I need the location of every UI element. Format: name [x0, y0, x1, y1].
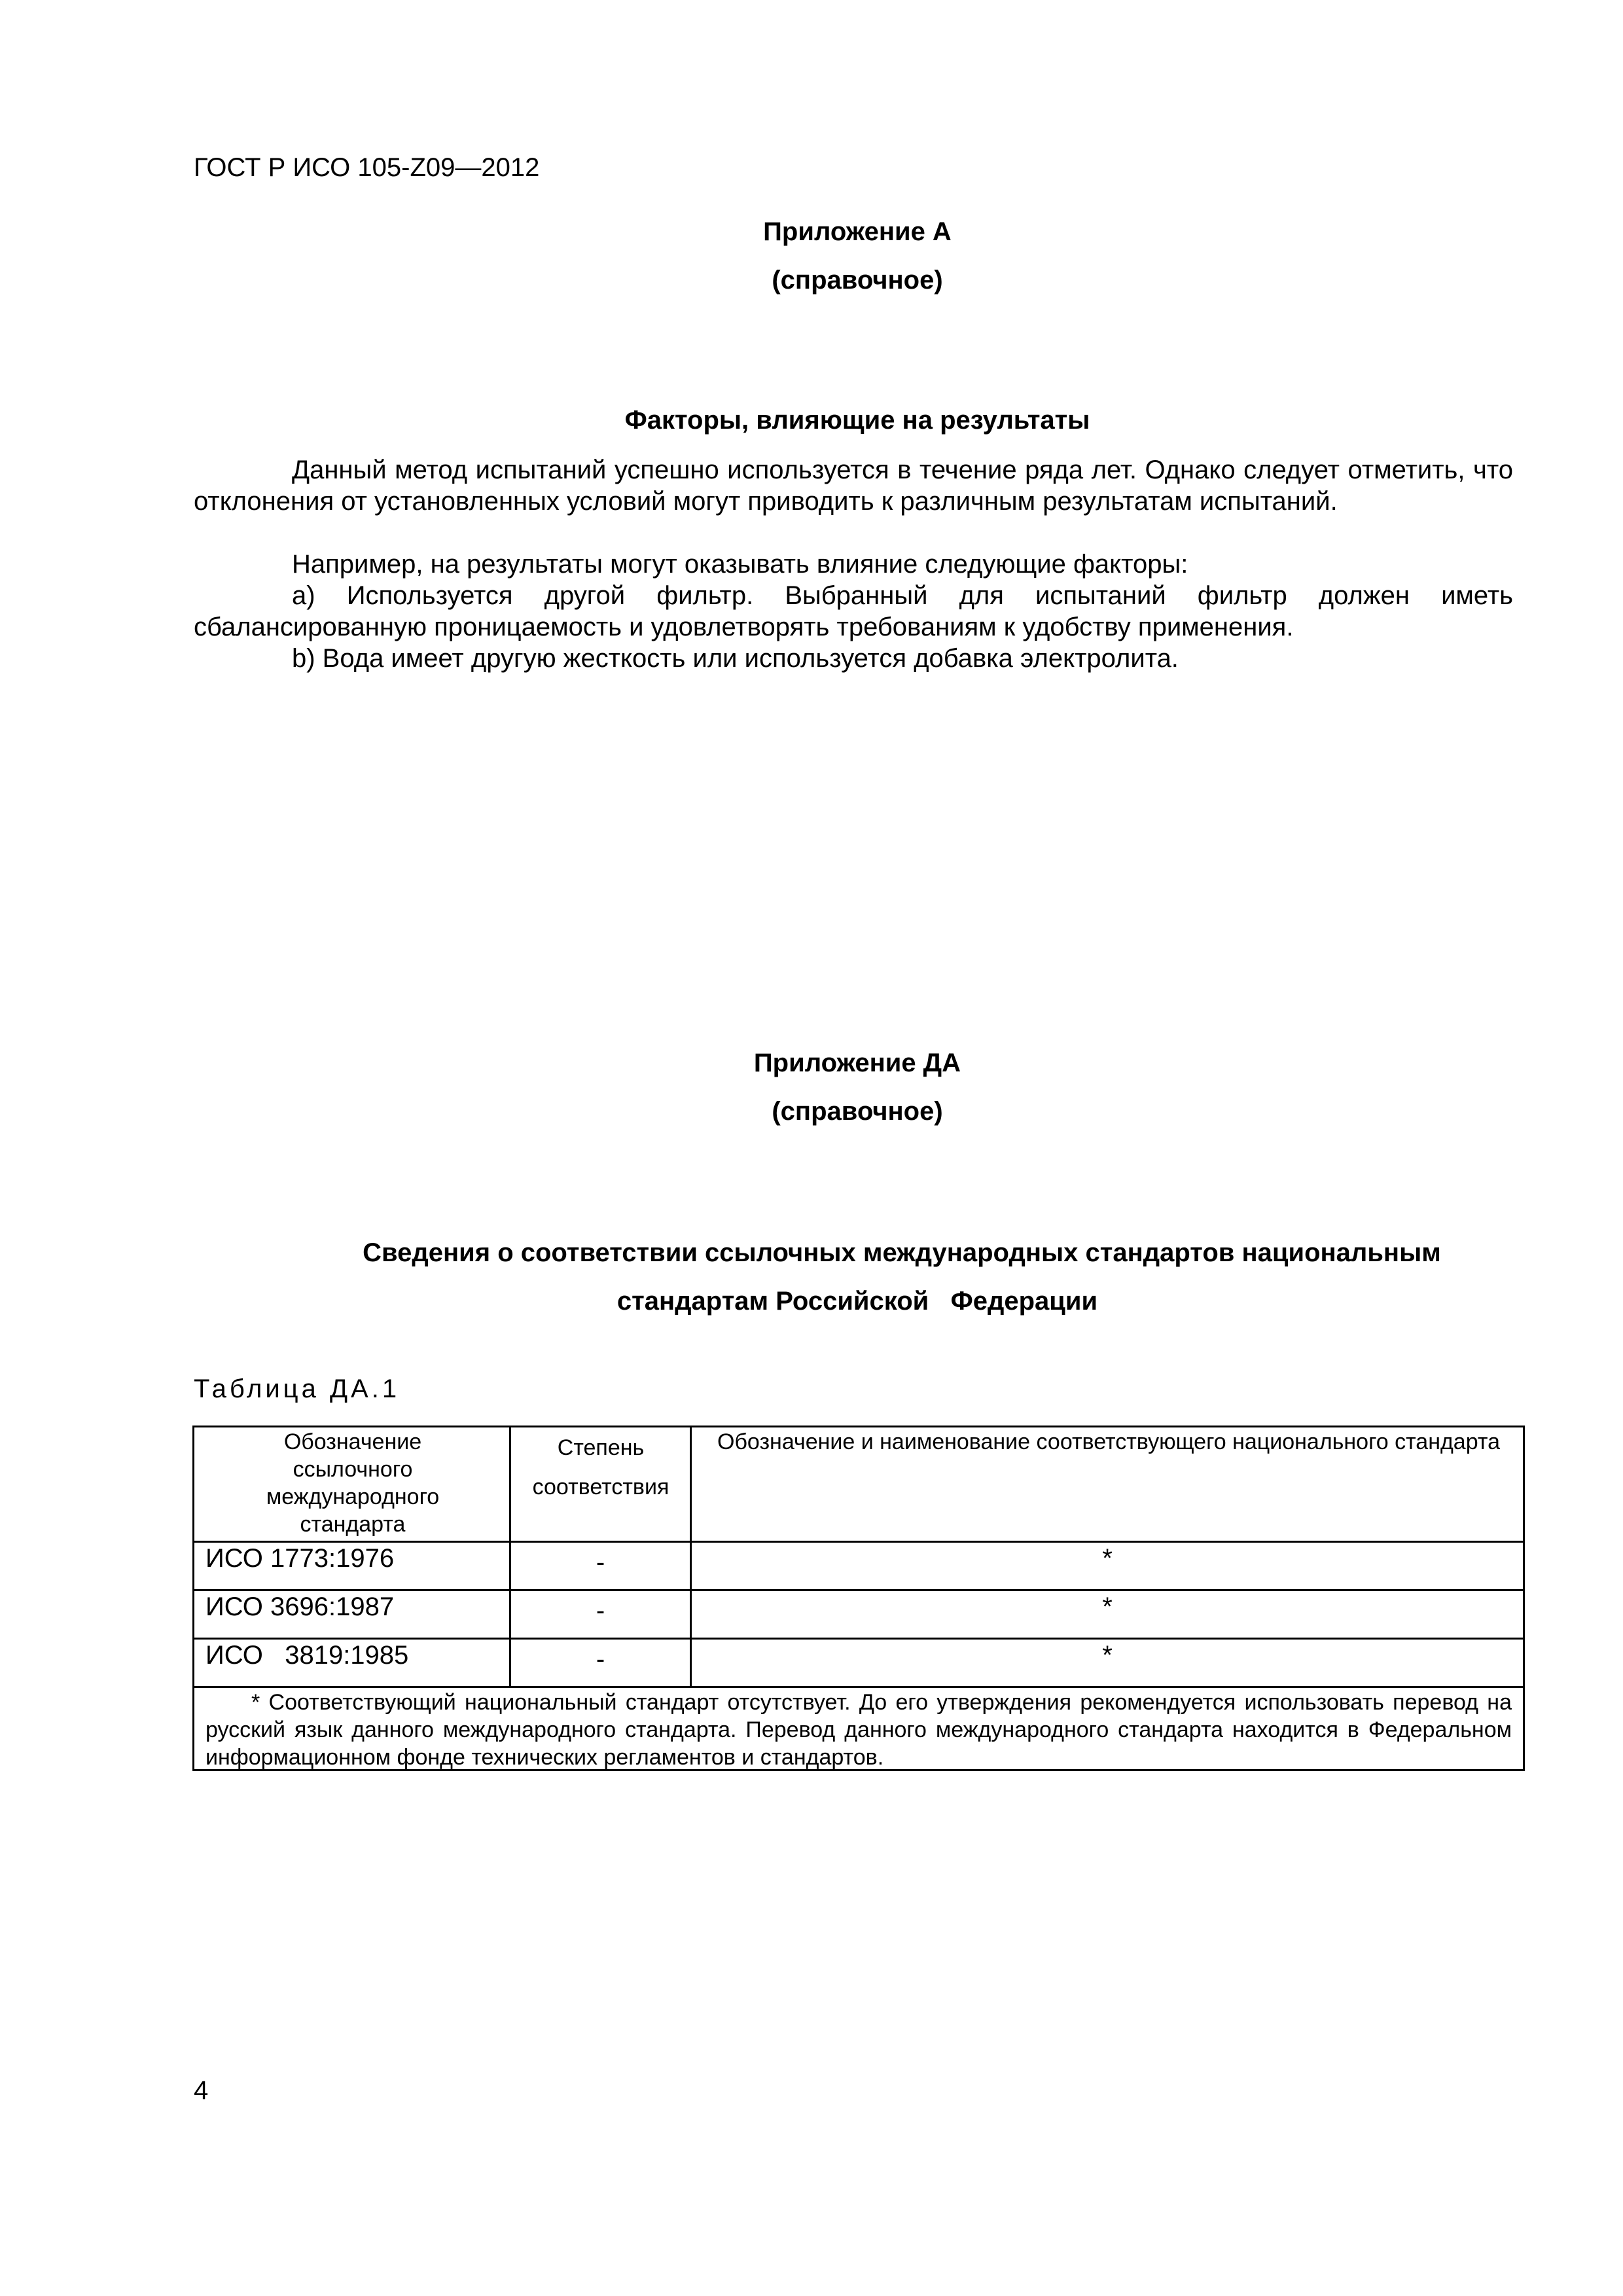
- page-number: 4: [194, 2076, 209, 2105]
- annex-da-subtitle: (справочное): [772, 1097, 943, 1126]
- table-row-divider: [192, 1541, 1525, 1543]
- table-caption: Таблица ДА.1: [194, 1374, 401, 1403]
- correspondence-table: [192, 1426, 1525, 1771]
- table-cell-degree: -: [596, 1645, 605, 1674]
- table-header-national-standard: Обозначение и наименование соответствующего национального стандарта: [717, 1429, 1500, 1454]
- table-border-top: [192, 1426, 1525, 1427]
- annex-da-heading-line-2: стандартам Российской Федерации: [616, 1287, 1098, 1316]
- table-border-left: [192, 1426, 194, 1771]
- table-cell-standard: ИСО 3819:1985: [205, 1641, 409, 1670]
- table-border-right: [1523, 1426, 1525, 1771]
- annex-a-paragraph-1: Данный метод испытаний успешно используется в течение ряда лет. Однако следует отметить, что отклонения от установленных условий могут приводить к различным результатам испытаний.: [194, 456, 1513, 516]
- table-cell-standard: ИСО 3696:1987: [205, 1592, 395, 1621]
- annex-da-heading-line-1: Сведения о соответствии ссылочных международных стандартов национальным: [363, 1238, 1441, 1267]
- annex-a-item-a: a) Используется другой фильтр. Выбранный для испытаний фильтр должен иметь сбалансированную проницаемость и удовлетворять требованиям к удобству применения.: [194, 581, 1513, 641]
- annex-da-title: Приложение ДА: [753, 1049, 961, 1077]
- annex-a-paragraph-2: Например, на результаты могут оказывать влияние следующие факторы:: [292, 550, 1188, 579]
- table-row-divider: [192, 1638, 1525, 1640]
- annex-a-heading: Факторы, влияющие на результаты: [624, 406, 1090, 435]
- table-cell-degree: -: [596, 1596, 605, 1625]
- document-code: ГОСТ Р ИСО 105-Z09—2012: [194, 153, 540, 182]
- annex-a-title: Приложение А: [763, 217, 952, 246]
- table-header-international-standard: Обозначение ссылочного международного стандарта: [266, 1429, 440, 1537]
- table-cell-national: *: [1102, 1592, 1113, 1621]
- annex-a-item-b: b) Вода имеет другую жесткость или используется добавка электролита.: [292, 644, 1179, 673]
- table-row-divider: [192, 1589, 1525, 1591]
- table-row-divider: [192, 1686, 1525, 1688]
- table-footnote: * Соответствующий национальный стандарт отсутствует. До его утверждения рекомендуется использовать перевод на русский язык данного международного стандарта. Перевод данного международного стандарта находится в Федеральном информационном фонде технических регламентов и стандартов.: [205, 1690, 1512, 1770]
- table-header-degree-of-correspondence: Степень соответствия: [532, 1435, 669, 1499]
- annex-a-subtitle: (справочное): [772, 266, 943, 295]
- table-cell-national: *: [1102, 1544, 1113, 1573]
- table-cell-national: *: [1102, 1641, 1113, 1670]
- table-cell-standard: ИСО 1773:1976: [205, 1544, 395, 1573]
- table-cell-degree: -: [596, 1548, 605, 1577]
